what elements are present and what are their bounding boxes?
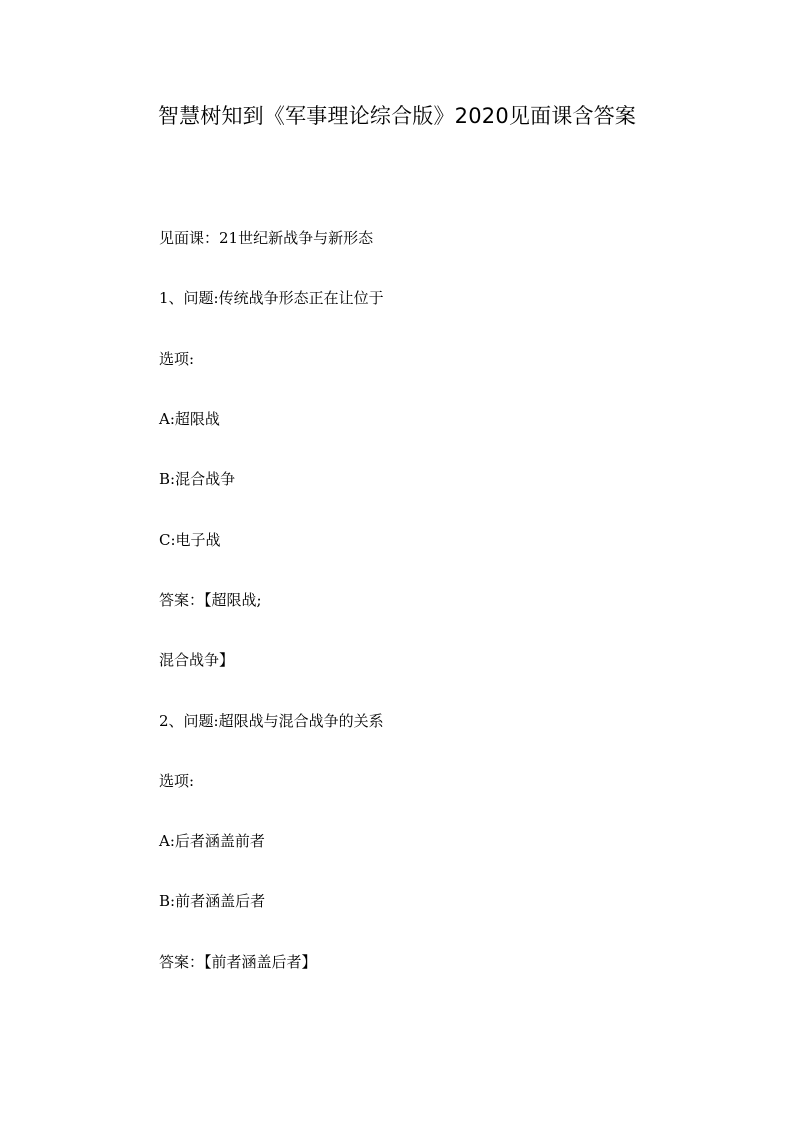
question-1-answer-continued: 混合战争】 — [159, 651, 235, 669]
question-2-option-b: B:前者涵盖后者 — [159, 892, 266, 910]
session-heading: 见面课：21世纪新战争与新形态 — [159, 229, 374, 247]
document-title: 智慧树知到《军事理论综合版》2020见面课含答案 — [157, 104, 637, 128]
question-1-answer: 答案：【超限战; — [159, 591, 262, 609]
question-2-answer: 答案：【前者涵盖后者】 — [159, 953, 317, 971]
question-2-option-a: A:后者涵盖前者 — [159, 832, 265, 850]
question-1-option-b: B:混合战争 — [159, 470, 236, 488]
question-1: 1、问题:传统战争形态正在让位于 — [159, 289, 384, 307]
options-label-1: 选项: — [159, 350, 195, 368]
options-label-2: 选项: — [159, 772, 195, 790]
question-2: 2、问题:超限战与混合战争的关系 — [159, 712, 384, 730]
question-1-option-a: A:超限战 — [159, 410, 220, 428]
question-1-option-c: C:电子战 — [159, 531, 221, 549]
